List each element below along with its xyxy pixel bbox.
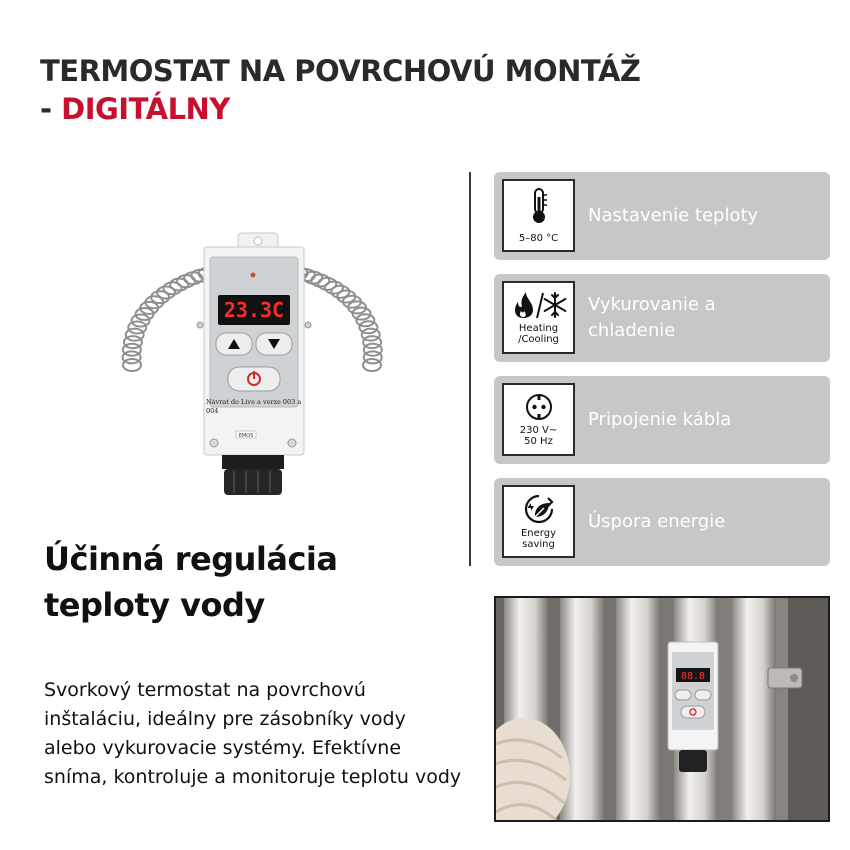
headline-line-2: teploty vody [44,586,265,624]
feature-label [588,274,716,362]
feature-icon-box [502,281,575,354]
feature-icon-box [502,485,575,558]
feature-icon-box [502,179,575,252]
heating-cooling-icon [511,290,567,320]
feature-label: Nastavenie teploty [588,205,759,226]
energy-saving-icon [522,493,556,525]
thermometer-icon [527,187,551,225]
product-brand: EMOS [238,433,254,439]
feature-label: Pripojenie kábla [588,409,732,430]
photo-display: 88.8 [680,671,706,682]
feature-label-line-2: chladenie [588,320,676,341]
title-line-2 [40,90,640,128]
feature-label: Úspora energie [588,511,726,532]
feature-energy-saving [494,478,830,566]
feature-label-line-1: Vykurovanie a [588,294,716,315]
product-image [110,175,410,505]
feature-cable-connection [494,376,830,464]
product-display: 23.3C [223,298,285,322]
feature-heating-cooling [494,274,830,362]
power-socket-icon [524,392,554,422]
spring-coil [363,359,381,371]
headline [44,536,337,628]
feature-caption-1: Heating [518,323,559,334]
headline-line-1: Účinná regulácia [44,540,338,578]
feature-caption-2: 50 Hz [524,436,553,447]
installation-photo [494,596,830,822]
title-prefix: - [40,92,62,126]
feature-icon-box [502,383,575,456]
feature-caption-1: Energy [520,528,556,539]
feature-temperature [494,172,830,260]
feature-caption-1: 230 V~ [519,425,558,436]
product-overlay-text-2: 004 [206,407,219,415]
title-accent: DIGITÁLNY [61,92,230,126]
feature-caption-2: /Cooling [518,334,559,345]
spring-coil [128,321,146,333]
feature-caption: 5–80 °C [518,233,559,244]
description: Svorkový termostat na povrchovú inštaláciu, ideálny pre zásobníky vody alebo vykurovacie systémy. Efektívne sníma, kontroluje a monitoruje teplotu vody [44,679,462,788]
feature-caption-2: saving [522,539,555,550]
title-line-1: TERMOSTAT NA POVRCHOVÚ MONTÁŽ [40,54,641,88]
page-title [40,52,640,128]
vertical-divider [469,172,471,566]
product-overlay-text-1: Návrat do Live a verze 003 a [206,398,302,406]
